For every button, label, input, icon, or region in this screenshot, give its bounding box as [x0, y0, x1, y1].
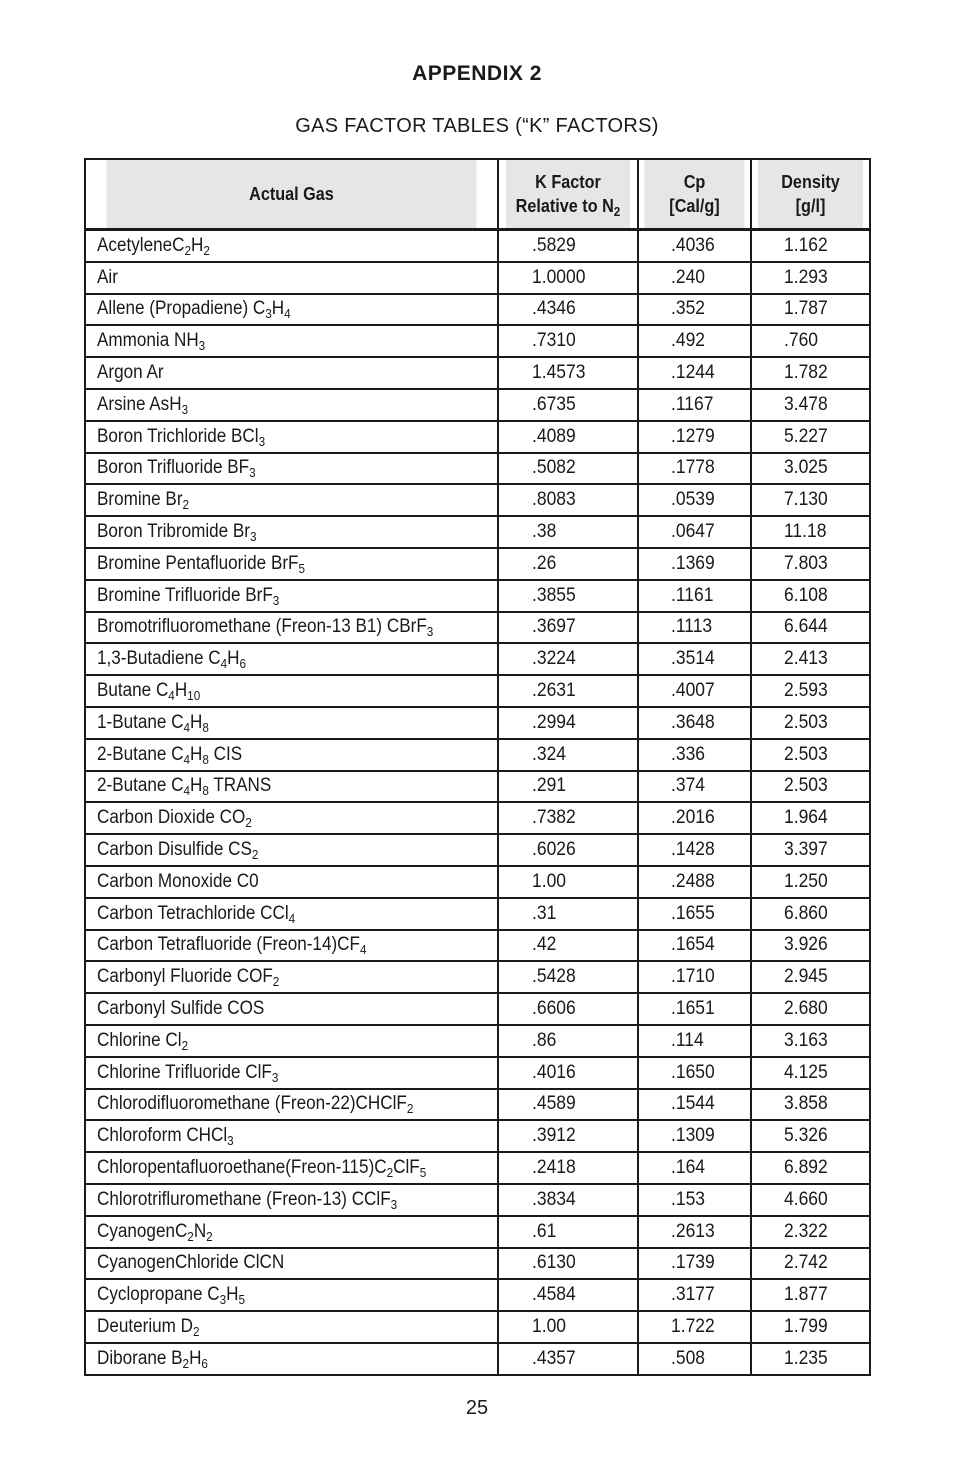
cell-cp: .0539	[638, 484, 751, 516]
cell-density: 1.799	[751, 1311, 870, 1343]
cell-density: 6.892	[751, 1152, 870, 1184]
table-row	[85, 1216, 870, 1248]
cell-density: 7.130	[751, 484, 870, 516]
cell-k-factor: .2418	[498, 1152, 638, 1184]
table-row	[85, 1343, 870, 1375]
cell-gas-name: Chlorodifluoromethane (Freon-22)CHClF$_2$	[85, 1089, 498, 1121]
page-title: APPENDIX 2	[412, 62, 542, 85]
table-row	[85, 357, 870, 389]
header-k-factor: K Factor Relative to $N_2$	[505, 159, 631, 230]
cell-density: 3.397	[751, 834, 870, 866]
table-row	[85, 898, 870, 930]
cell-gas-name: Carbonyl Sulfide COS	[85, 993, 498, 1025]
table-row	[85, 548, 870, 580]
cell-cp: .4007	[638, 675, 751, 707]
cell-k-factor: .4089	[498, 421, 638, 453]
cell-k-factor: .42	[498, 930, 638, 962]
cell-gas-name: Boron Tribromide $Br_3$	[85, 516, 498, 548]
table-body	[85, 230, 870, 1375]
cell-gas-name: Bromine Trifluoride BrF$_3$	[85, 580, 498, 612]
cell-k-factor: .7382	[498, 802, 638, 834]
cell-cp: .2613	[638, 1216, 751, 1248]
table-row	[85, 1311, 870, 1343]
table-row	[85, 643, 870, 675]
table-row	[85, 802, 870, 834]
cell-cp: .1710	[638, 961, 751, 993]
table-row	[85, 1279, 870, 1311]
header-row	[85, 159, 870, 230]
cell-gas-name: Bromotrifluoromethane (Freon-13 B1) CBrF$_3$	[85, 612, 498, 644]
cell-k-factor: 1.00	[498, 866, 638, 898]
cell-density: 2.593	[751, 675, 870, 707]
table-row	[85, 516, 870, 548]
cell-density: 2.680	[751, 993, 870, 1025]
cell-cp: .114	[638, 1025, 751, 1057]
table-row	[85, 1248, 870, 1280]
cell-gas-name: Arsine AsH$_3$	[85, 389, 498, 421]
cell-density: 1.235	[751, 1343, 870, 1375]
cell-k-factor: .31	[498, 898, 638, 930]
cell-gas-name: Boron Trifluoride $BF_3$	[85, 453, 498, 485]
cell-density: 7.803	[751, 548, 870, 580]
cell-density: 4.125	[751, 1057, 870, 1089]
cell-cp: 1.722	[638, 1311, 751, 1343]
gas-factor-table	[84, 158, 871, 1376]
cell-k-factor: .2994	[498, 707, 638, 739]
cell-density: 6.644	[751, 612, 870, 644]
cell-density: 1.250	[751, 866, 870, 898]
cell-cp: .153	[638, 1184, 751, 1216]
cell-density: 3.858	[751, 1089, 870, 1121]
cell-gas-name: Boron Trichloride BCl$_3$	[85, 421, 498, 453]
cell-k-factor: .5082	[498, 453, 638, 485]
cell-k-factor: .4584	[498, 1279, 638, 1311]
cell-cp: .3514	[638, 643, 751, 675]
cell-density: 3.025	[751, 453, 870, 485]
cell-density: 2.413	[751, 643, 870, 675]
header-density: Density [g/l]	[757, 159, 864, 230]
cell-density: 3.926	[751, 930, 870, 962]
table-row	[85, 325, 870, 357]
cell-density: 1.877	[751, 1279, 870, 1311]
cell-density: 3.478	[751, 389, 870, 421]
cell-gas-name: 2-Butane $C_4H_8$ TRANS	[85, 771, 498, 803]
cell-k-factor: .4589	[498, 1089, 638, 1121]
table-row	[85, 262, 870, 294]
table-row	[85, 1152, 870, 1184]
cell-cp: .2488	[638, 866, 751, 898]
cell-cp: .1279	[638, 421, 751, 453]
cell-k-factor: .3912	[498, 1120, 638, 1152]
cell-cp: .1739	[638, 1248, 751, 1280]
cell-density: 11.18	[751, 516, 870, 548]
table-row	[85, 230, 870, 262]
page-subtitle: GAS FACTOR TABLES (“K” FACTORS)	[295, 115, 659, 137]
cell-cp: .1544	[638, 1089, 751, 1121]
cell-gas-name: Diborane $B_2H_6$	[85, 1343, 498, 1375]
table-header	[85, 159, 870, 230]
cell-k-factor: .324	[498, 739, 638, 771]
cell-k-factor: .6606	[498, 993, 638, 1025]
table-row	[85, 389, 870, 421]
cell-gas-name: 1,3-Butadiene $C_4H_6$	[85, 643, 498, 675]
cell-k-factor: .86	[498, 1025, 638, 1057]
cell-gas-name: 1-Butane $C_4H_8$	[85, 707, 498, 739]
cell-cp: .0647	[638, 516, 751, 548]
cell-k-factor: .2631	[498, 675, 638, 707]
cell-k-factor: .61	[498, 1216, 638, 1248]
cell-gas-name: Chlorotrifluromethane (Freon-13) CClF$_3$	[85, 1184, 498, 1216]
cell-gas-name: Carbon Tetrafluoride $(Freon-14)CF_4$	[85, 930, 498, 962]
table-row	[85, 707, 870, 739]
cell-k-factor: .6735	[498, 389, 638, 421]
cell-density: 1.782	[751, 357, 870, 389]
cell-k-factor: .3224	[498, 643, 638, 675]
cell-gas-name: Deuterium $D_2$	[85, 1311, 498, 1343]
table-row	[85, 739, 870, 771]
cell-gas-name: Air	[85, 262, 498, 294]
cell-density: 2.742	[751, 1248, 870, 1280]
cell-cp: .1113	[638, 612, 751, 644]
table-row	[85, 612, 870, 644]
cell-gas-name: Allene (Propadiene) $C_3H_4$	[85, 294, 498, 326]
cell-density: 2.503	[751, 771, 870, 803]
cell-density: 1.293	[751, 262, 870, 294]
cell-density: .760	[751, 325, 870, 357]
table-row	[85, 771, 870, 803]
cell-cp: .1244	[638, 357, 751, 389]
cell-cp: .1651	[638, 993, 751, 1025]
cell-gas-name: CyanogenChloride ClCN	[85, 1248, 498, 1280]
cell-cp: .3177	[638, 1279, 751, 1311]
cell-density: 1.787	[751, 294, 870, 326]
cell-density: 2.322	[751, 1216, 870, 1248]
cell-density: 6.108	[751, 580, 870, 612]
cell-gas-name: Chlorine Trifluoride ClF$_3$	[85, 1057, 498, 1089]
cell-k-factor: .4357	[498, 1343, 638, 1375]
cell-cp: .492	[638, 325, 751, 357]
cell-k-factor: .4016	[498, 1057, 638, 1089]
table-row	[85, 1057, 870, 1089]
table-row	[85, 1025, 870, 1057]
cell-k-factor: .3834	[498, 1184, 638, 1216]
cell-gas-name: Carbon Dioxide $CO_2$	[85, 802, 498, 834]
cell-cp: .164	[638, 1152, 751, 1184]
cell-gas-name: Butane $C_4H_{10}$	[85, 675, 498, 707]
cell-gas-name: Carbon Tetrachloride CCl$_4$	[85, 898, 498, 930]
cell-gas-name: Chloroform CHCl$_3$	[85, 1120, 498, 1152]
cell-k-factor: 1.4573	[498, 357, 638, 389]
cell-gas-name: $AcetyleneC_2H_2$	[85, 230, 498, 262]
table-row	[85, 930, 870, 962]
cell-density: 5.227	[751, 421, 870, 453]
header-actual-gas: Actual Gas	[106, 159, 478, 230]
cell-cp: .1650	[638, 1057, 751, 1089]
table-row	[85, 294, 870, 326]
cell-cp: .4036	[638, 230, 751, 262]
cell-k-factor: 1.0000	[498, 262, 638, 294]
cell-k-factor: .6026	[498, 834, 638, 866]
cell-cp: .508	[638, 1343, 751, 1375]
cell-k-factor: .5428	[498, 961, 638, 993]
cell-cp: .1655	[638, 898, 751, 930]
cell-gas-name: Carbon Disulfide $CS_2$	[85, 834, 498, 866]
cell-density: 2.945	[751, 961, 870, 993]
cell-density: 6.860	[751, 898, 870, 930]
cell-density: 4.660	[751, 1184, 870, 1216]
cell-cp: .1369	[638, 548, 751, 580]
table-row	[85, 484, 870, 516]
cell-gas-name: $CyanogenC_2N_2$	[85, 1216, 498, 1248]
cell-k-factor: .38	[498, 516, 638, 548]
cell-cp: .2016	[638, 802, 751, 834]
cell-k-factor: .4346	[498, 294, 638, 326]
cell-gas-name: Carbonyl Fluoride $COF_2$	[85, 961, 498, 993]
cell-density: 2.503	[751, 707, 870, 739]
cell-gas-name: Ammonia $NH_3$	[85, 325, 498, 357]
table-row	[85, 993, 870, 1025]
cell-gas-name: $Chloropentafluoroethane(Freon-115)C_2ClF_5$	[85, 1152, 498, 1184]
cell-cp: .1654	[638, 930, 751, 962]
cell-cp: .374	[638, 771, 751, 803]
cell-gas-name: Carbon Monoxide C0	[85, 866, 498, 898]
cell-gas-name: Argon Ar	[85, 357, 498, 389]
cell-k-factor: .3697	[498, 612, 638, 644]
cell-k-factor: 1.00	[498, 1311, 638, 1343]
cell-k-factor: .3855	[498, 580, 638, 612]
table-row	[85, 453, 870, 485]
cell-cp: .1161	[638, 580, 751, 612]
cell-gas-name: Bromine Pentafluoride BrF$_5$	[85, 548, 498, 580]
cell-k-factor: .26	[498, 548, 638, 580]
table-row	[85, 675, 870, 707]
table-row	[85, 961, 870, 993]
cell-density: 1.162	[751, 230, 870, 262]
cell-cp: .1428	[638, 834, 751, 866]
table-row	[85, 1184, 870, 1216]
table-row	[85, 1120, 870, 1152]
page-number: 25	[465, 1397, 489, 1419]
cell-k-factor: .7310	[498, 325, 638, 357]
cell-cp: .240	[638, 262, 751, 294]
table-row	[85, 580, 870, 612]
cell-density: 1.964	[751, 802, 870, 834]
cell-k-factor: .6130	[498, 1248, 638, 1280]
cell-cp: .1167	[638, 389, 751, 421]
cell-cp: .3648	[638, 707, 751, 739]
cell-gas-name: Bromine $Br_2$	[85, 484, 498, 516]
table-row	[85, 421, 870, 453]
table-row	[85, 834, 870, 866]
cell-gas-name: 2-Butane $C_4H_8$ CIS	[85, 739, 498, 771]
table-row	[85, 866, 870, 898]
cell-gas-name: Chlorine $Cl_2$	[85, 1025, 498, 1057]
cell-cp: .336	[638, 739, 751, 771]
cell-gas-name: Cyclopropane $C_3H_5$	[85, 1279, 498, 1311]
cell-k-factor: .5829	[498, 230, 638, 262]
header-cp: Cp [Cal/g]	[644, 159, 746, 230]
cell-cp: .1778	[638, 453, 751, 485]
cell-cp: .1309	[638, 1120, 751, 1152]
cell-density: 2.503	[751, 739, 870, 771]
cell-k-factor: .291	[498, 771, 638, 803]
cell-k-factor: .8083	[498, 484, 638, 516]
table-row	[85, 1089, 870, 1121]
cell-density: 5.326	[751, 1120, 870, 1152]
cell-cp: .352	[638, 294, 751, 326]
cell-density: 3.163	[751, 1025, 870, 1057]
